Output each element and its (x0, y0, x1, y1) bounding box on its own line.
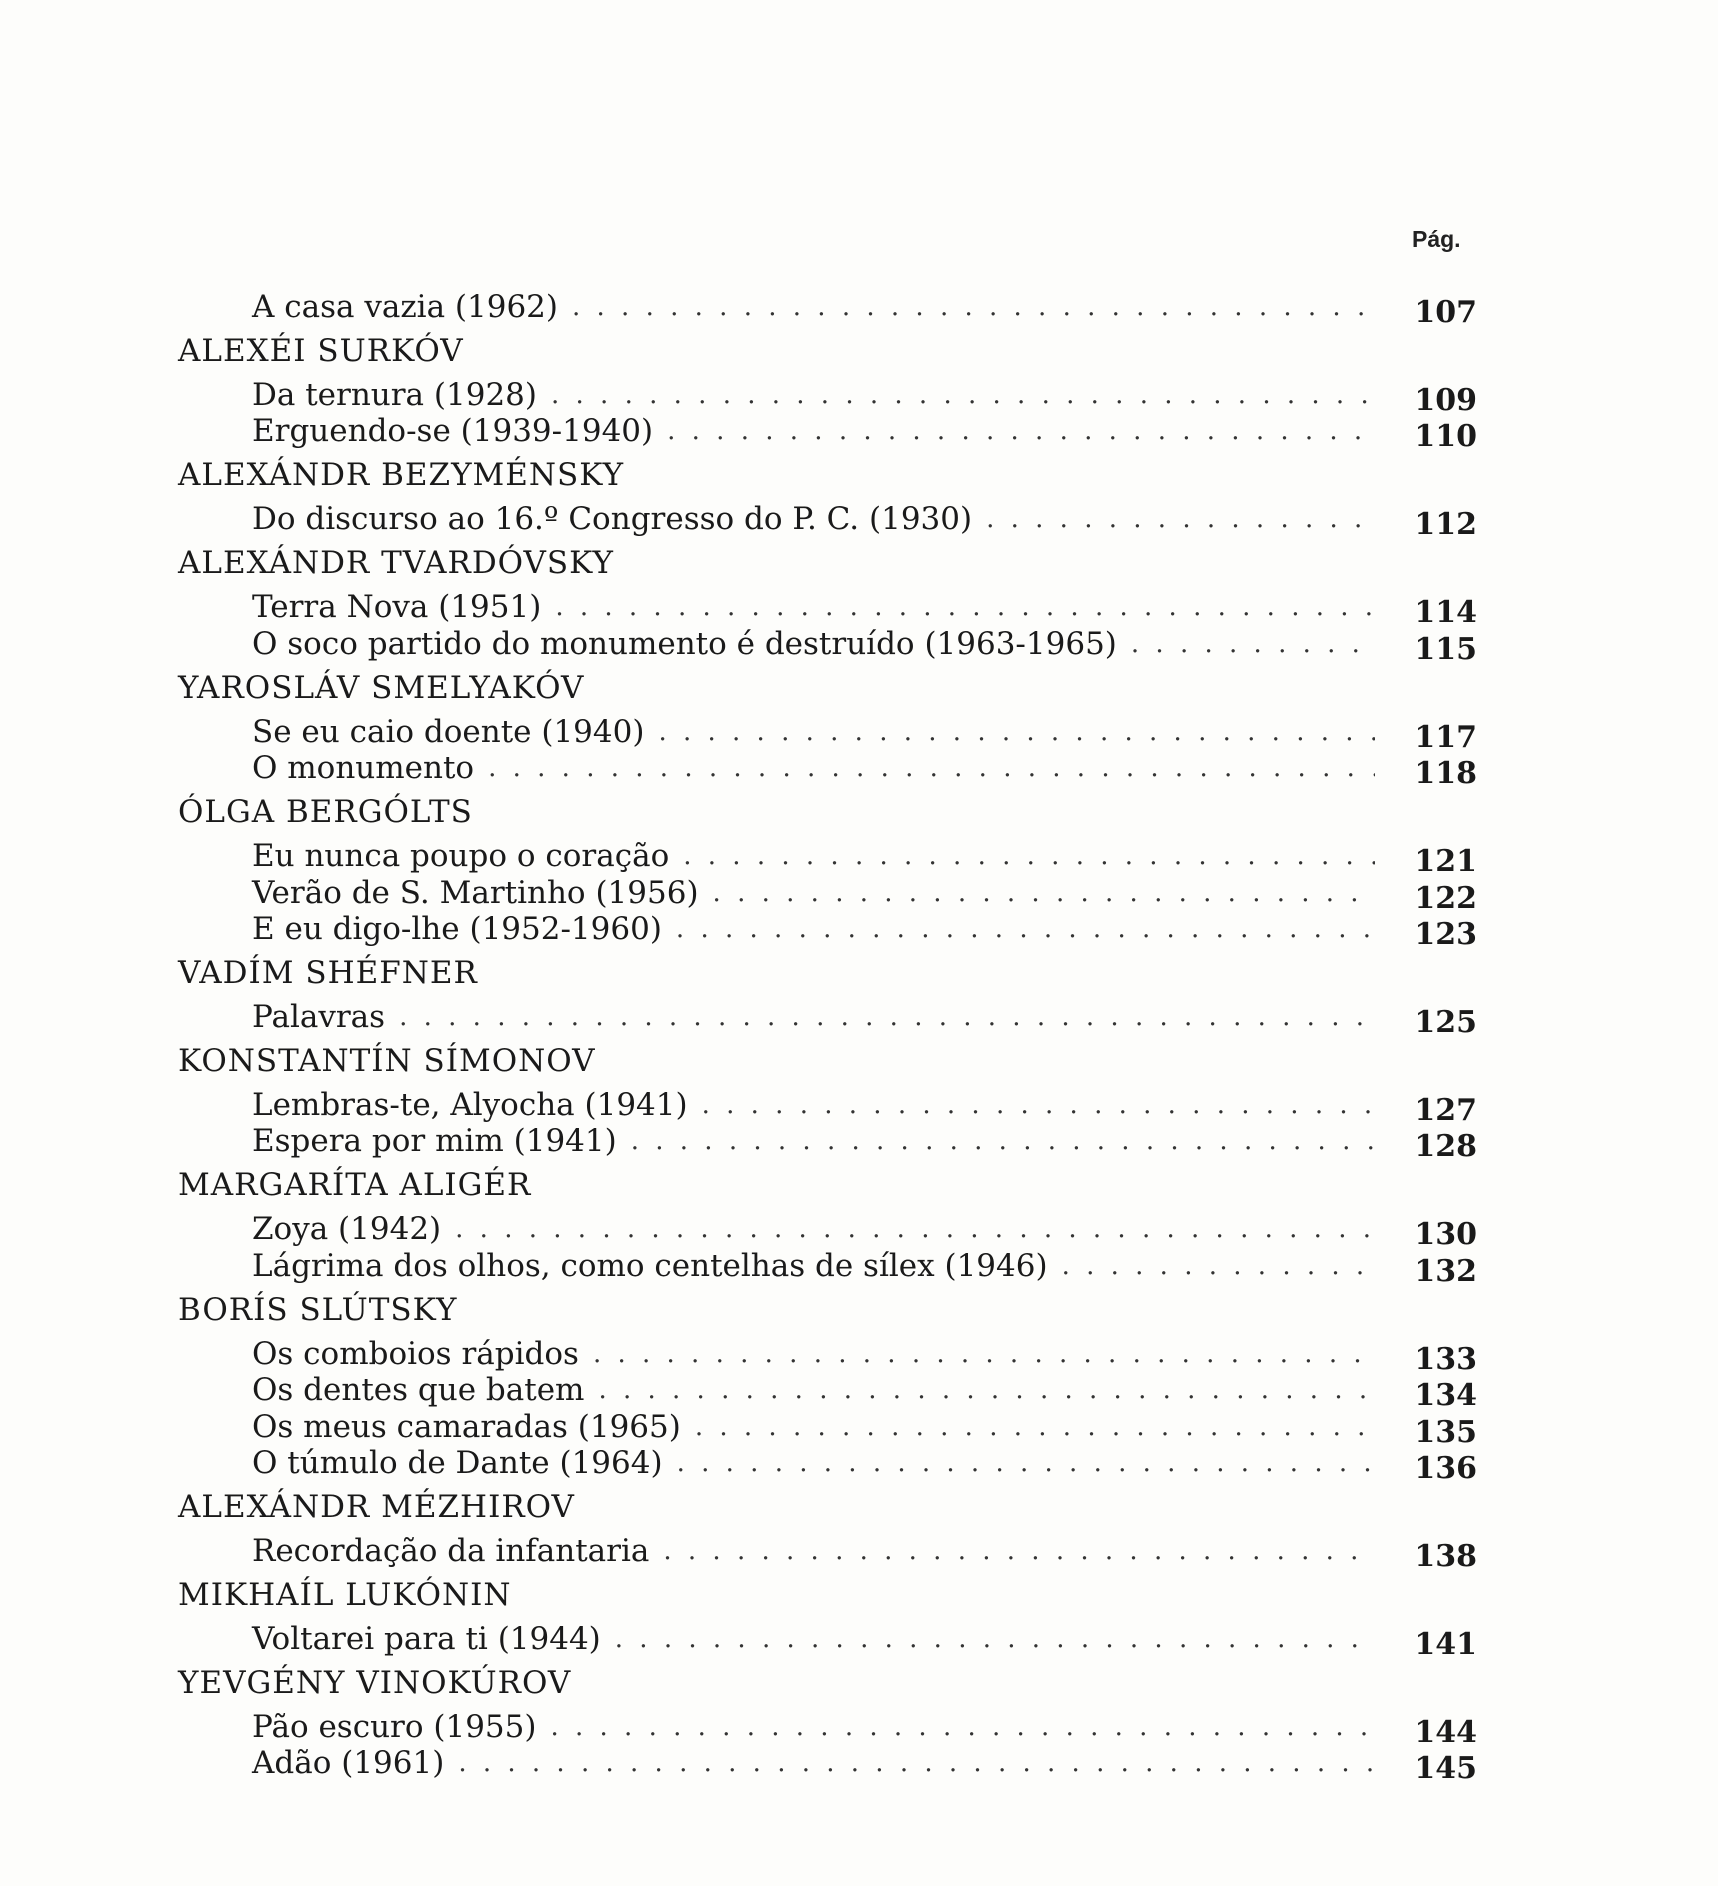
dot-leader (572, 290, 1375, 324)
toc-entry-title: Se eu caio doente (1940) (252, 714, 645, 750)
dot-leader (631, 1124, 1375, 1158)
toc-entry-title: Eu nunca poupo o coração (252, 838, 670, 874)
toc-entry-page-number: 121 (1414, 844, 1477, 879)
toc-entry-title: Espera por mim (1941) (252, 1123, 617, 1159)
toc-author-heading: MIKHAÍL LUKÓNIN (178, 1577, 512, 1613)
toc-entry (252, 1087, 1477, 1128)
dot-leader (1062, 1249, 1375, 1283)
toc-author-heading: VADÍM SHÉFNER (178, 955, 478, 991)
toc-entry-title: E eu digo-lhe (1952-1960) (252, 911, 662, 947)
toc-entry (252, 1709, 1477, 1750)
toc-entry-title: Da ternura (1928) (252, 377, 537, 413)
toc-entry-page-number: 123 (1414, 917, 1477, 952)
toc-entry (252, 911, 1477, 952)
dot-leader (986, 502, 1375, 536)
toc-entry (252, 413, 1477, 454)
toc-author-heading: ÓLGA BERGÓLTS (178, 794, 473, 830)
toc-entry-title: Adão (1961) (252, 1745, 445, 1781)
toc-entry-page-number: 110 (1414, 419, 1477, 454)
toc-entry-title: A casa vazia (1962) (252, 289, 558, 325)
toc-entry-title: Verão de S. Martinho (1956) (252, 875, 699, 911)
toc-author-heading: BORÍS SLÚTSKY (178, 1292, 458, 1328)
toc-entry-title: Zoya (1942) (252, 1211, 442, 1247)
toc-entry-title: Terra Nova (1951) (252, 589, 542, 625)
dot-leader (1131, 627, 1375, 661)
toc-entry-page-number: 115 (1414, 632, 1477, 667)
toc-entry-page-number: 114 (1414, 595, 1477, 630)
toc-entry-page-number: 136 (1414, 1451, 1477, 1486)
toc-entry (252, 838, 1477, 879)
toc-entry-title: Pão escuro (1955) (252, 1709, 537, 1745)
toc-entry-title: Voltarei para ti (1944) (252, 1621, 601, 1657)
toc-entry (252, 589, 1477, 630)
dot-leader (458, 1746, 1375, 1780)
toc-entry (252, 501, 1477, 542)
toc-entry-title: Os meus camaradas (1965) (252, 1409, 681, 1445)
toc-entry-page-number: 125 (1414, 1005, 1477, 1040)
toc-author-heading: KONSTANTÍN SÍMONOV (178, 1043, 596, 1079)
toc-entry (252, 714, 1477, 755)
toc-entry-title: O monumento (252, 750, 475, 786)
toc-entry (252, 1123, 1477, 1164)
toc-author-heading: MARGARÍTA ALIGÉR (178, 1167, 532, 1203)
toc-entry (252, 1745, 1477, 1786)
dot-leader (702, 1088, 1375, 1122)
toc-entry (252, 875, 1477, 916)
toc-entry-page-number: 144 (1414, 1715, 1477, 1750)
toc-entry-page-number: 128 (1414, 1129, 1477, 1164)
toc-entry-title: Do discurso ao 16.º Congresso do P. C. (1930) (252, 501, 973, 537)
toc-entry-page-number: 130 (1414, 1217, 1477, 1252)
dot-leader (615, 1622, 1375, 1656)
toc-entry-page-number: 133 (1414, 1342, 1477, 1377)
dot-leader (488, 751, 1375, 785)
toc-entry (252, 289, 1477, 330)
toc-entry-page-number: 107 (1414, 295, 1477, 330)
toc-author-heading: ALEXÁNDR TVARDÓVSKY (178, 545, 614, 581)
toc-entry-title: Os dentes que batem (252, 1372, 585, 1408)
toc-entry-title: Palavras (252, 999, 386, 1035)
toc-author-heading: ALEXÉI SURKÓV (178, 333, 464, 369)
toc-entry (252, 377, 1477, 418)
dot-leader (555, 590, 1375, 624)
toc-entry (252, 1621, 1477, 1662)
dot-leader (658, 715, 1375, 749)
toc-author-heading: YEVGÉNY VINOKÚROV (178, 1665, 572, 1701)
dot-leader (399, 1000, 1375, 1034)
dot-leader (676, 912, 1375, 946)
dot-leader (455, 1212, 1375, 1246)
toc-entry-title: O soco partido do monumento é destruído (1963-1965) (252, 626, 1117, 662)
dot-leader (683, 839, 1375, 873)
toc-entry (252, 1211, 1477, 1252)
toc-entry (252, 1409, 1477, 1450)
page-column-header: Pág. (1412, 226, 1461, 252)
toc-entry (252, 1372, 1477, 1413)
toc-entry (252, 626, 1477, 667)
dot-leader (593, 1337, 1375, 1371)
toc-entry (252, 999, 1477, 1040)
toc-entry (252, 1533, 1477, 1574)
toc-author-heading: YAROSLÁV SMELYAKÓV (178, 670, 585, 706)
toc-entry-title: Recordação da infantaria (252, 1533, 650, 1569)
toc-entry-title: Erguendo-se (1939-1940) (252, 413, 654, 449)
toc-entry-page-number: 118 (1414, 756, 1477, 791)
dot-leader (713, 876, 1375, 910)
toc-entry-page-number: 134 (1414, 1378, 1477, 1413)
toc-entry-title: O túmulo de Dante (1964) (252, 1445, 663, 1481)
dot-leader (551, 378, 1375, 412)
toc-entry (252, 1445, 1477, 1486)
toc-entry-page-number: 112 (1414, 507, 1477, 542)
toc-author-heading: ALEXÁNDR BEZYMÉNSKY (178, 457, 625, 493)
dot-leader (667, 414, 1375, 448)
toc-entry-page-number: 138 (1414, 1539, 1477, 1574)
toc-entry-page-number: 135 (1414, 1415, 1477, 1450)
toc-entry-page-number: 122 (1414, 881, 1477, 916)
dot-leader (695, 1410, 1375, 1444)
toc-author-heading: ALEXÁNDR MÉZHIROV (178, 1489, 575, 1525)
toc-entry-page-number: 145 (1414, 1751, 1477, 1786)
toc-entry-page-number: 117 (1414, 720, 1477, 755)
dot-leader (677, 1446, 1375, 1480)
dot-leader (550, 1710, 1375, 1744)
toc-entry-page-number: 141 (1414, 1627, 1477, 1662)
toc-entry-title: Lágrima dos olhos, como centelhas de sílex (1946) (252, 1248, 1048, 1284)
toc-entry-page-number: 127 (1414, 1093, 1477, 1128)
toc-entry-page-number: 132 (1414, 1254, 1477, 1289)
toc-entry (252, 750, 1477, 791)
toc-entry-title: Os comboios rápidos (252, 1336, 579, 1372)
toc-entry (252, 1336, 1477, 1377)
toc-entry-title: Lembras-te, Alyocha (1941) (252, 1087, 688, 1123)
dot-leader (598, 1373, 1375, 1407)
toc-entry-page-number: 109 (1414, 383, 1477, 418)
toc-entry (252, 1248, 1477, 1289)
dot-leader (663, 1534, 1375, 1568)
